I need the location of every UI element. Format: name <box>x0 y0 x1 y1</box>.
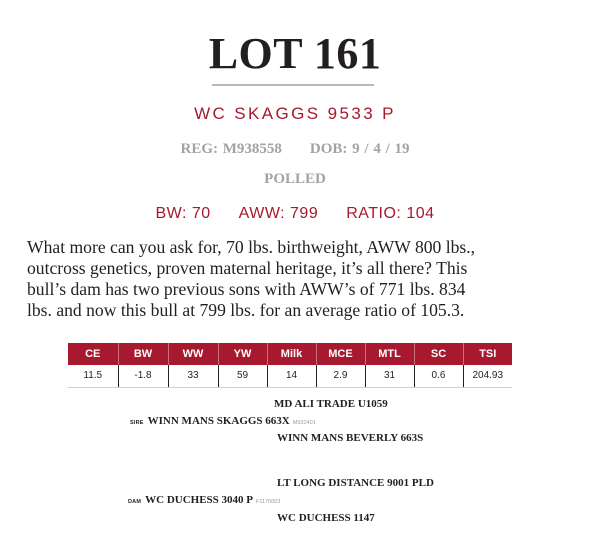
lot-description <box>27 237 565 321</box>
birthweight-stat: BW: 70 <box>155 205 211 222</box>
epd-value-mtl: 31 <box>365 365 414 387</box>
epd-header-ww: WW <box>168 343 218 365</box>
registration-line <box>0 141 590 158</box>
epd-header-ce: CE <box>68 343 118 365</box>
epd-value-bw: -1.8 <box>118 365 168 387</box>
title-divider <box>212 84 374 86</box>
pedigree-sire <box>130 415 316 427</box>
pedigree-dam-dam: WC DUCHESS 1147 <box>277 512 375 524</box>
lot-title: LOT 161 <box>208 29 382 78</box>
sire-registration: M932401 <box>292 420 316 426</box>
epd-value-yw: 59 <box>218 365 267 387</box>
date-of-birth: DOB: 9 / 4 / 19 <box>309 141 410 157</box>
epd-table <box>68 343 512 388</box>
registration-number: REG: M938558 <box>180 141 282 157</box>
ratio-stat: RATIO: 104 <box>346 205 435 222</box>
epd-value-sc: 0.6 <box>414 365 463 387</box>
epd-value-row <box>68 365 512 387</box>
epd-header-milk: Milk <box>267 343 316 365</box>
description-line: What more can you ask for, 70 lbs. birthweight, AWW 800 lbs., <box>27 237 476 257</box>
epd-header-mce: MCE <box>316 343 365 365</box>
adjusted-weaning-weight-stat: AWW: 799 <box>238 205 319 222</box>
pedigree-sire-sire: MD ALI TRADE U1059 <box>274 398 388 410</box>
polled-label: POLLED <box>264 171 326 187</box>
pedigree-sire-dam: WINN MANS BEVERLY 663S <box>277 432 424 444</box>
epd-value-tsi: 204.93 <box>463 365 512 387</box>
epd-header-bw: BW <box>118 343 168 365</box>
epd-header-mtl: MTL <box>365 343 414 365</box>
sire-name: WINN MANS SKAGGS 663X <box>147 415 290 427</box>
dam-tag: DAM <box>128 499 142 505</box>
epd-header-sc: SC <box>414 343 463 365</box>
description-line: lbs. and now this bull at 799 lbs. for an average ratio of 105.3. <box>27 300 465 320</box>
epd-header-yw: YW <box>218 343 267 365</box>
bull-name: WC SKAGGS 9533 P <box>194 104 396 123</box>
sire-tag: SIRE <box>130 420 144 426</box>
pedigree-dam-sire: LT LONG DISTANCE 9001 PLD <box>277 477 434 489</box>
epd-value-ww: 33 <box>168 365 218 387</box>
performance-stats <box>0 205 590 223</box>
description-line: outcross genetics, proven maternal heritage, it’s all there? This <box>27 258 468 278</box>
epd-value-mce: 2.9 <box>316 365 365 387</box>
epd-header-row <box>68 343 512 365</box>
epd-header-tsi: TSI <box>463 343 512 365</box>
pedigree-dam <box>128 494 280 506</box>
dam-registration: F1170003 <box>256 499 281 505</box>
description-line: bull’s dam has two previous sons with AWW’s of 771 lbs. 834 <box>27 279 466 299</box>
epd-value-ce: 11.5 <box>68 365 118 387</box>
epd-value-milk: 14 <box>267 365 316 387</box>
dam-name: WC DUCHESS 3040 P <box>145 494 254 506</box>
